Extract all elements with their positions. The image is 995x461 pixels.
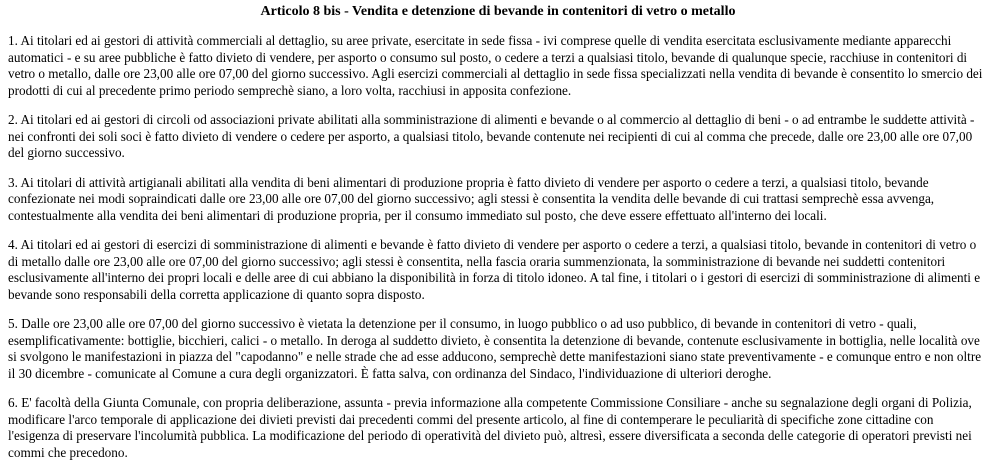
paragraph-3: 3. Ai titolari di attività artigianali abilitati alla vendita di beni alimentari di produzione propria è fatto divieto di vendere per asporto o cedere a terzi, a qualsiasi titolo, bevande confezionate nei modi sopraindicati dalle ore 23,00 alle ore 07,00 del giorno successivo; agli stessi è consentita la vendita delle bevande di cui trattasi semprechè essa avvenga, contestualmente alla vendita dei beni alimentari di produzione propria, per il consumo immediato sul posto, che deve essere effettuato all'interno dei locali. xyxy=(8,174,935,223)
paragraph-1: 1. Ai titolari ed ai gestori di attività commerciali al dettaglio, su aree private, esercitate in sede fissa - ivi comprese quelle di vendita esercitata esclusivamente mediante apparecchi automatici - e su aree pubbliche è fatto divieto di vendere, per asporto o consumo sul posto, o cedere a terzi a qualsiasi titolo, bevande di qualunque specie, racchiuse in contenitori di vetro o metallo, dalle ore 23,00 alle ore 07,00 del giorno successivo. Agli esercizi commerciali al dettaglio in sede fissa specializzati nella vendita di bevande è consentito lo smercio dei prodotti di cui al precedente primo periodo semprechè siano, a loro volta, racchiusi in apposita confezione. xyxy=(8,33,983,98)
paragraph-2: 2. Ai titolari ed ai gestori di circoli od associazioni private abilitati alla somministrazione di alimenti e bevande o al commercio al dettaglio di beni - o ad entrambe le suddette attività - nei confronti dei soli soci è fatto divieto di vendere o cedere per asporto, a qualsiasi titolo, bevande contenute nei recipienti di cui al comma che precede, dalle ore 23,00 alle ore 07,00 del giorno successivo. xyxy=(8,112,975,160)
paragraph-5: 5. Dalle ore 23,00 alle ore 07,00 del giorno successivo è vietata la detenzione per il consumo, in luogo pubblico o ad uso pubblico, di bevande in contenitori di vetro - quali, esemplificativamente: bottiglie, bicchieri, calici - o metallo. In deroga al suddetto divieto, è consentita la detenzione di bevande, contenute esclusivamente in bottiglia, nelle località ove si svolgono le manifestazioni in piazza del "capodanno" e nelle strade che ad esse adducono, semprechè dette manifestazioni siano state preventivamente - e comunque entro e non oltre il 30 dicembre - comunicate al Comune a cura degli organizzatori. È fatta salva, con ordinanza del Sindaco, l'individuazione di ulteriori deroghe. xyxy=(8,316,982,381)
paragraph-6: 6. E' facoltà della Giunta Comunale, con propria deliberazione, assunta - previa informazione alla competente Commissione Consiliare - anche su segnalazione degli organi di Polizia, modificare l'arco temporale di applicazione dei divieti previsti dai precedenti commi del presente articolo, al fine di contemperare le peculiarità di specifiche zone cittadine con l'esigenza di preservare l'incolumità pubblica. La modificazione del periodo di operatività del divieto può, altresì, essere diversificata a seconda delle categorie di operatori previsti nei commi che precedono. xyxy=(8,395,972,460)
article-title: Articolo 8 bis - Vendita e detenzione di bevande in contenitori di vetro o metallo xyxy=(260,4,736,19)
article-document xyxy=(8,0,988,461)
paragraph-4: 4. Ai titolari ed ai gestori di esercizi di somministrazione di alimenti e bevande è fatto divieto di vendere per asporto o cedere a terzi, a qualsiasi titolo, bevande in contenitori di vetro o di metallo dalle ore 23,00 alle ore 07,00 del giorno successivo; agli stessi è consentita, nella fascia oraria summenzionata, la somministrazione di bevande nei suddetti contenitori esclusivamente all'interno dei propri locali e delle aree di cui abbiano la disponibilità in forza di titolo idoneo. A tal fine, i titolari o i gestori di esercizi di somministrazione di alimenti e bevande sono responsabili della corretta applicazione di quanto sopra disposto. xyxy=(8,237,981,302)
